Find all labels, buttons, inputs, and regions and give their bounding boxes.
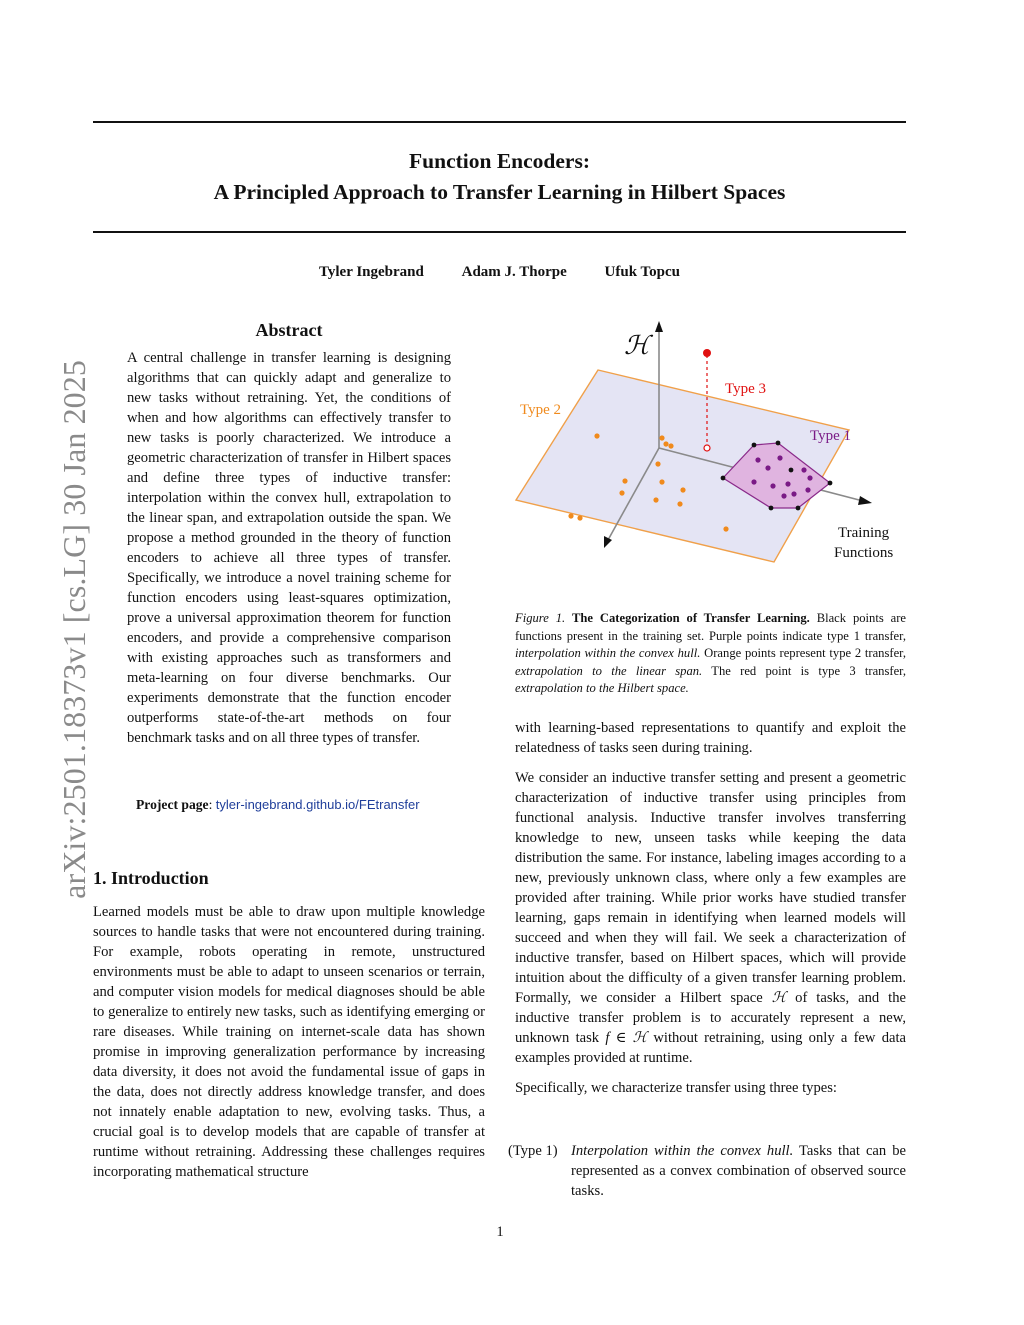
author-list (93, 264, 906, 281)
axis-arrowhead-up (655, 321, 663, 332)
section-heading-introduction: 1. Introduction (93, 868, 209, 888)
training-point (721, 476, 726, 481)
type2-point (659, 435, 664, 440)
math-expression: f ∈ ℋ (605, 1030, 648, 1046)
paragraph: with learning-based representations to quantify and exploit the relatedness of tasks seen during training. (515, 720, 906, 756)
type2-point (723, 526, 728, 531)
caption-italic-1: interpolation within the convex hull. (515, 646, 701, 660)
type2-point (622, 478, 627, 483)
type3-projection-point (704, 445, 710, 451)
caption-text-1: Black points are functions present in the training set. Purple points indicate type 1 transfer, (515, 611, 906, 643)
type1-point (765, 465, 770, 470)
title-line-2: A Principled Approach to Transfer Learning in Hilbert Spaces (213, 180, 786, 204)
hilbert-space-label: ℋ (624, 331, 650, 361)
type1-point (807, 475, 812, 480)
abstract-text: A central challenge in transfer learning is designing algorithms that can quickly adapt and generalize to new tasks without retraining. Yet, the conditions of when and how algorithms can effectively transfer to new tasks is poorly characterized. We introduce a geometric characterization of transfer in Hilbert spaces and define three types of inductive transfer: interpolation within the convex hull, extrapolation to the linear span, and extrapolation outside the span. We propose a method grounded in the theory of function encoders to achieve all three types of transfer. Specifically, we introduce a novel training scheme for function encoders using least-squares optimization, prove a universal approximation theorem for function encoders, and provide a comprehensive comparison with existing approaches such as transformers and meta-learning on four diverse benchmarks. Our experiments demonstrate that the function encoder outperforms state-of-the-art methods on four benchmark tasks and on all three types of transfer. (127, 350, 451, 746)
axis-arrowhead-down (604, 536, 612, 548)
type1-point (781, 493, 786, 498)
introduction-text: Learned models must be able to draw upon multiple knowledge sources to handle tasks that were not encountered during training. For example, robots operating in remote, unstructured environments must be able to adapt to unseen scenarios or terrain, and computer vision models for medical diagnoses should be able to generalize to entirely new tasks, such as identifying emerging or rare diseases. While training on internet-scale data has shown promise in improving generalization performance by increasing data diversity, it does not avoid the fundamental issue of gaps in the data, does not directly address knowledge transfer, and does not innately enable adaptation to new, evolving tasks. Thus, a crucial goal is to develop models that are capable of transfer at runtime without retraining. Addressing these challenges requires incorporating mathematical structure (93, 904, 485, 1180)
type1-point (801, 467, 806, 472)
author-name: Tyler Ingebrand (318, 264, 424, 280)
type1-definition-label: (Type 1) (508, 1143, 558, 1159)
page-number: 1 (496, 1224, 504, 1240)
type1-definition (508, 1141, 906, 1201)
training-point (776, 441, 781, 446)
type2-point (663, 441, 668, 446)
training-point (789, 468, 794, 473)
author-name: Ufuk Topcu (604, 264, 680, 280)
type1-point (777, 455, 782, 460)
type1-point (785, 481, 790, 486)
abstract-heading: Abstract (255, 320, 323, 340)
caption-italic-2: extrapolation to the linear span. (515, 663, 703, 678)
paragraph-text: of tasks, and the inductive transfer problem is to accurately represent a new, unknown task (515, 990, 906, 1046)
training-point (828, 481, 833, 486)
type1-point (805, 487, 810, 492)
type1-point (755, 457, 760, 462)
type2-point (680, 487, 685, 492)
type2-point (653, 497, 658, 502)
bottom-title-rule (93, 231, 906, 233)
training-label-line1: Training (838, 525, 890, 541)
page-title (93, 146, 906, 208)
project-page-label: Project page (136, 797, 209, 812)
type2-point (577, 515, 582, 520)
type1-definition-body: Tasks that can be represented as a convex combination of observed source tasks. (571, 1143, 906, 1199)
caption-title: The Categorization of Transfer Learning. (572, 611, 810, 625)
project-page-separator: : (208, 797, 216, 812)
type2-point (594, 433, 599, 438)
training-point (769, 506, 774, 511)
caption-text-3: The red point is type 3 transfer, (711, 663, 907, 678)
right-column-text (515, 718, 906, 1108)
type2-label: Type 2 (520, 402, 562, 418)
training-label-line2: Functions (834, 545, 894, 561)
paragraph: Specifically, we characterize transfer using three types: (515, 1080, 837, 1096)
type2-point (668, 443, 673, 448)
figure-caption (515, 610, 906, 698)
arxiv-stamp (8, 360, 92, 950)
type2-point (568, 513, 573, 518)
project-page-link[interactable]: tyler-ingebrand.github.io/FEtransfer (215, 797, 420, 812)
hilbert-symbol: ℋ (771, 990, 787, 1006)
type2-point (677, 501, 682, 506)
type2-point (655, 461, 660, 466)
type1-point (791, 491, 796, 496)
project-page (136, 797, 420, 813)
type3-label: Type 3 (725, 381, 767, 397)
paragraph-text: without retraining, using only a few data examples provided at runtime. (515, 1030, 906, 1066)
type3-point (703, 349, 711, 357)
type2-point (619, 490, 624, 495)
paragraph-text: We consider an inductive transfer setting and present a geometric characterization of inductive transfer using principles from functional analysis. Inductive transfer involves transferring knowledge to new, unseen tasks while keeping the data distribution the same. For instance, labeling images according to a new, previously unknown class, where only a few examples are provided after training. While prior works have studied transfer learning, gaps remain in identifying when learned models will succeed and when they will fail. We seek a characterization of inductive transfer, based on Hilbert spaces, which will provide intuition about the difficulty of a given transfer learning problem. Formally, we consider a Hilbert space (515, 770, 906, 1006)
type1-definition-text (571, 1141, 906, 1201)
arxiv-stamp-text: arXiv:2501.18373v1 [cs.LG] 30 Jan 2025 (56, 360, 92, 899)
top-rule (93, 121, 906, 123)
training-point (796, 506, 801, 511)
type1-point (751, 479, 756, 484)
caption-label: Figure 1. (515, 611, 566, 625)
type2-point (659, 479, 664, 484)
training-point (752, 443, 757, 448)
caption-text-2: Orange points represent type 2 transfer, (704, 646, 907, 660)
axis-arrowhead-right (858, 496, 872, 505)
author-name: Adam J. Thorpe (461, 264, 567, 280)
paragraph (515, 768, 906, 1068)
title-line-1: Function Encoders: (409, 149, 590, 173)
transfer-categorization-figure (508, 318, 906, 578)
type1-definition-italic: Interpolation within the convex hull. (571, 1143, 794, 1159)
caption-italic-3: extrapolation to the Hilbert space. (515, 681, 689, 695)
type1-point (770, 483, 775, 488)
type1-label: Type 1 (810, 428, 852, 444)
